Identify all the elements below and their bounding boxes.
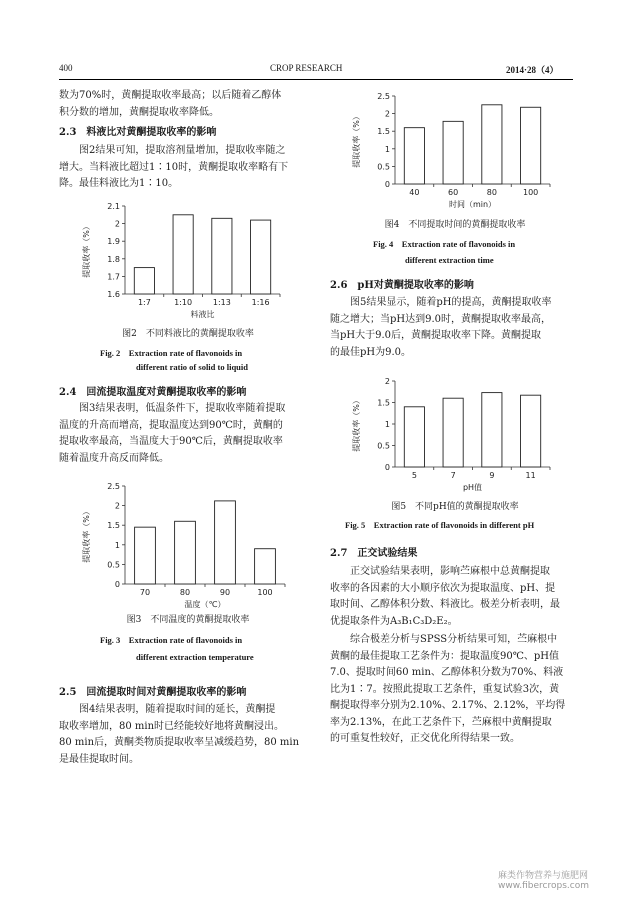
y-tick-label: 1.6 bbox=[107, 290, 120, 299]
journal-name: CROP RESEARCH bbox=[270, 63, 343, 73]
y-tick-label: 0 bbox=[384, 180, 390, 189]
y-tick-label: 1.5 bbox=[377, 127, 390, 137]
x-tick-label: 80 bbox=[179, 588, 191, 597]
bar bbox=[482, 393, 502, 467]
y-tick-label: 1.5 bbox=[107, 521, 120, 531]
section-2-6-title: 2.6 pH对黄酮提取收率的影响 bbox=[330, 280, 474, 291]
bar bbox=[173, 215, 193, 294]
paragraph-2-5: 图4结果表明，随着提取时间的延长，黄酮提 取收率增加，80 min时已经能较好地将黄酮浸出。 80 min后，黄酮类物质提取收率呈减缓趋势，80 min 是最佳提取时间。 bbox=[59, 704, 300, 765]
paragraph-intro: 数为70%时，黄酮提取收率最高；以后随着乙醇体 积分数的增加，黄酮提取收率降低。 bbox=[59, 90, 282, 118]
bar bbox=[443, 398, 463, 467]
fig2-caption-cn: 图2 不同料液比的黄酮提取收率 bbox=[122, 329, 254, 339]
bar bbox=[255, 549, 276, 584]
y-tick-label: 2.5 bbox=[107, 482, 120, 491]
fig2-bar-chart bbox=[75, 200, 290, 322]
x-tick-label: 90 bbox=[219, 588, 231, 597]
x-tick-label: 100 bbox=[257, 588, 273, 597]
bar bbox=[443, 121, 463, 184]
x-tick-label: 11 bbox=[525, 471, 536, 480]
y-tick-label: 1.8 bbox=[107, 254, 120, 264]
y-tick-label: 1 bbox=[384, 420, 390, 429]
x-axis-label: 时间（min） bbox=[448, 200, 497, 209]
y-tick-label: 1.7 bbox=[107, 272, 120, 282]
x-axis-label: 料液比 bbox=[190, 310, 215, 319]
y-tick-label: 1.9 bbox=[107, 237, 120, 247]
fig5-caption-cn: 图5 不同pH值的黄酮提取收率 bbox=[391, 502, 519, 512]
y-tick-label: 0.5 bbox=[107, 560, 120, 570]
y-tick-label: 2 bbox=[384, 109, 390, 119]
y-tick-label: 2 bbox=[114, 219, 120, 229]
x-tick-label: 1:7 bbox=[137, 298, 151, 307]
bar bbox=[521, 395, 541, 467]
y-tick-label: 1 bbox=[114, 540, 120, 550]
x-tick-label: 1:10 bbox=[174, 298, 193, 307]
y-axis-label: 提取收率（%） bbox=[352, 396, 361, 452]
paragraph-2-7a: 正交试验结果表明，影响苎麻根中总黄酮提取 收率的各因素的大小顺序依次为提取温度、pH、提 取时间、乙醇体积分数、料液比。极差分析表明，最 优提取条件为A₃B₁C₃D₂E₂。 bbox=[330, 566, 560, 627]
bar bbox=[404, 128, 424, 184]
fig3-caption-en-2: different extraction temperature bbox=[136, 652, 254, 662]
x-tick-label: 7 bbox=[450, 471, 456, 480]
fig4-caption-en-1: Fig. 4 Extraction rate of flavonoids in bbox=[373, 239, 516, 249]
y-axis-label: 提取收率（%） bbox=[82, 507, 91, 563]
x-tick-label: 5 bbox=[411, 471, 417, 480]
watermark-title: 麻类作物营养与施肥网 bbox=[498, 871, 589, 881]
fig2-caption-en-2: different ratio of solid to liquid bbox=[136, 362, 248, 372]
bar bbox=[212, 218, 232, 294]
watermark-url: www.fibercrops.com bbox=[498, 881, 589, 891]
section-2-4-title: 2.4 回流提取温度对黄酮提取收率的影响 bbox=[59, 387, 247, 398]
fig5-bar-chart bbox=[345, 375, 560, 495]
paragraph-2-4: 图3结果表明，低温条件下，提取收率随着提取 温度的升高而增高，提取温度达到90℃时，黄酮的 提取收率最高，当温度大于90℃后，黄酮提取收率 随着温度升高反而降低。 bbox=[59, 403, 286, 464]
y-tick-label: 1.5 bbox=[377, 398, 390, 408]
bar bbox=[134, 268, 154, 294]
y-axis-label: 提取收率（%） bbox=[82, 222, 91, 278]
fig4-caption-cn: 图4 不同提取时间的黄酮提取收率 bbox=[384, 220, 526, 230]
fig3-caption-en-1: Fig. 3 Extraction rate of flavonoids in bbox=[100, 635, 243, 645]
y-tick-label: 2 bbox=[114, 501, 120, 511]
bar bbox=[404, 407, 424, 467]
page-number: 400 bbox=[59, 63, 73, 73]
fig2-caption-en-1: Fig. 2 Extraction rate of flavonoids in bbox=[100, 348, 243, 358]
bar bbox=[175, 521, 196, 584]
section-2-3-title: 2.3 料液比对黄酮提取收率的影响 bbox=[59, 127, 217, 138]
bar bbox=[521, 107, 541, 184]
y-tick-label: 0 bbox=[114, 580, 120, 589]
y-tick-label: 2.5 bbox=[377, 92, 390, 101]
issue-info: 2014·28（4） bbox=[506, 65, 559, 75]
x-tick-label: 70 bbox=[139, 588, 151, 597]
y-tick-label: 2 bbox=[384, 377, 390, 386]
y-tick-label: 0.5 bbox=[377, 441, 390, 451]
x-tick-label: 1:13 bbox=[212, 298, 231, 307]
bar bbox=[251, 220, 271, 294]
x-tick-label: 100 bbox=[522, 188, 539, 197]
header-rule bbox=[59, 79, 573, 80]
x-tick-label: 40 bbox=[409, 188, 420, 197]
x-tick-label: 9 bbox=[489, 471, 495, 480]
bar bbox=[482, 105, 502, 184]
paragraph-2-3: 图2结果可知，提取溶剂量增加，提取收率随之 增大。当料液比超过1∶10时，黄酮提取收率略有下 降。最佳料液比为1∶10。 bbox=[59, 145, 289, 189]
x-axis-label: 温度（℃） bbox=[184, 600, 226, 609]
y-tick-label: 0 bbox=[384, 463, 390, 472]
x-tick-label: 80 bbox=[486, 188, 497, 197]
section-2-7-title: 2.7 正交试验结果 bbox=[330, 548, 418, 559]
fig5-caption-en: Fig. 5 Extraction rate of flavonoids in different pH bbox=[345, 520, 535, 530]
x-tick-label: 1:16 bbox=[251, 298, 270, 307]
paragraph-2-6: 图5结果显示，随着pH的提高，黄酮提取收率 随之增大；当pH达到9.0时，黄酮提取收率最高， 当pH大于9.0后，黄酮提取收率下降。黄酮提取 的最佳pH为9.0。 bbox=[330, 297, 552, 358]
section-2-5-title: 2.5 回流提取时间对黄酮提取收率的影响 bbox=[59, 687, 247, 698]
fig3-caption-cn: 图3 不同温度的黄酮提取收率 bbox=[126, 615, 250, 625]
y-tick-label: 2.1 bbox=[107, 202, 120, 211]
paragraph-2-7b: 综合极差分析与SPSS分析结果可知，苎麻根中 黄酮的最佳提取工艺条件为：提取温度90℃、pH值 7.0、提取时间60 min、乙醇体积分数为70%、料液 比为1∶7。按照此提取工艺条件，重复试验3次，黄 酮提取得率分别为2.10%、2.17%、2.12%，平均得 率为2.13%，在此工艺条件下，苎麻根中黄酮提取 的可重复性较好，正交优化所得结果一致。 bbox=[330, 634, 566, 744]
bar bbox=[215, 501, 236, 584]
y-tick-label: 1 bbox=[384, 144, 390, 154]
fig3-bar-chart bbox=[75, 480, 295, 612]
y-tick-label: 0.5 bbox=[377, 162, 390, 172]
x-axis-label: pH值 bbox=[462, 483, 483, 492]
fig4-caption-en-2: different extraction time bbox=[405, 255, 494, 265]
fig4-bar-chart bbox=[345, 90, 560, 212]
bar bbox=[135, 527, 156, 584]
x-tick-label: 60 bbox=[448, 188, 459, 197]
y-axis-label: 提取收率（%） bbox=[352, 112, 361, 168]
